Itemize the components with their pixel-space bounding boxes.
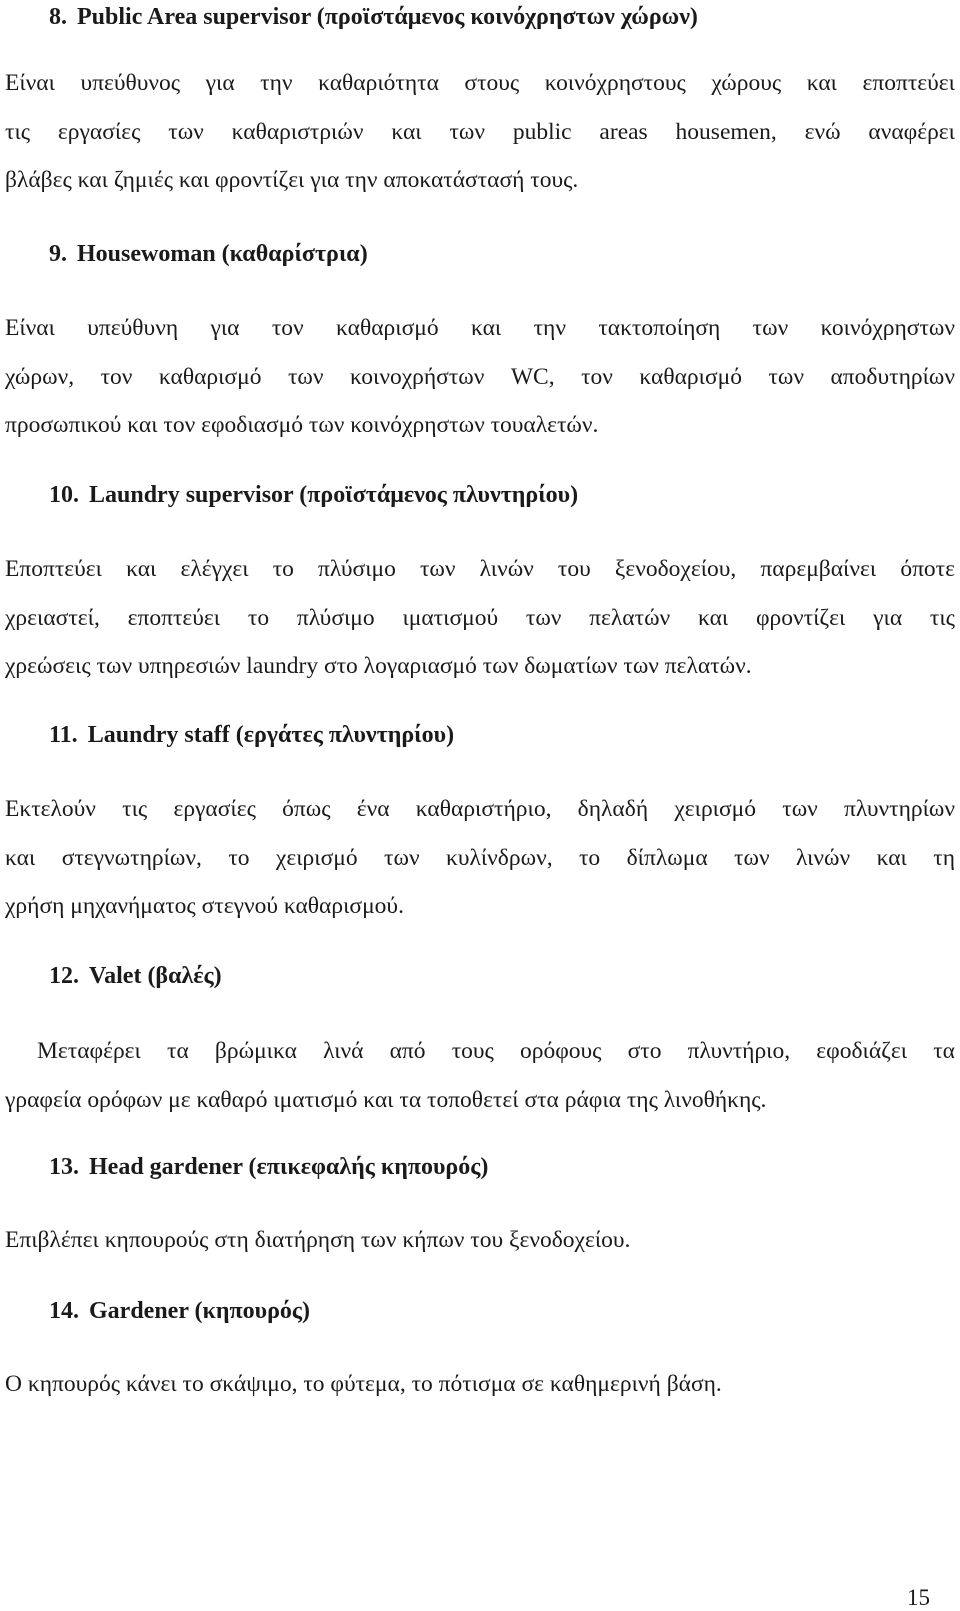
section-paragraph [5,59,955,205]
section-paragraph [5,1360,955,1409]
section-paragraph [5,785,955,931]
paragraph-line: Επιβλέπει κηπουρούς στη διατήρηση των κήπων του ξενοδοχείου. [5,1227,631,1253]
section-title: Head gardener (επικεφαλής κηπουρός) [89,1154,489,1180]
section-title: Laundry staff (εργάτες πλυντηρίου) [87,722,455,748]
section-heading [49,480,578,510]
section-heading [49,2,698,32]
paragraph-line: προσωπικού και τον εφοδιασμό των κοινόχρηστων τουαλετών. [5,412,599,438]
section-number: 14. [49,1298,79,1324]
paragraph-line: χρειαστεί, εποπτεύει το πλύσιμο ιματισμού των πελατών και φροντίζει για τις [5,604,955,631]
section-number: 9. [49,241,67,267]
section-title: Gardener (κηπουρός) [89,1298,311,1324]
paragraph-line: Εκτελούν τις εργασίες όπως ένα καθαριστήριο, δηλαδή χειρισμό των πλυντηρίων [5,796,955,822]
page-number: 15 [907,1585,930,1610]
paragraph-line: και στεγνωτηρίων, το χειρισμό των κυλίνδρων, το δίπλωμα των λινών και τη [5,844,955,871]
paragraph-line: χρήση μηχανήματος στεγνού καθαρισμού. [5,893,404,919]
paragraph-line: χρεώσεις των υπηρεσιών laundry στο λογαριασμό των δωματίων των πελατών. [5,653,752,679]
section-paragraph [5,304,955,450]
paragraph-line: Είναι υπεύθυνη για τον καθαρισμό και την τακτοποίηση των κοινόχρηστων [5,315,955,341]
section-number: 8. [49,4,67,30]
section-paragraph [5,1216,955,1265]
section-number: 12. [49,963,79,989]
section-heading [49,720,454,750]
section-number: 13. [49,1154,79,1180]
section-title: Valet (βαλές) [89,963,222,989]
paragraph-line: γραφεία ορόφων με καθαρό ιματισμό και τα τοποθετεί στα ράφια της λινοθήκης. [5,1086,767,1113]
section-title: Public Area supervisor (προϊστάμενος κοινόχρηστων χώρων) [77,4,698,30]
section-heading [49,1296,310,1326]
section-number: 10. [49,482,79,508]
paragraph-line: τις εργασίες των καθαριστριών και των public areas housemen, ενώ αναφέρει [5,118,955,145]
paragraph-line: Εποπτεύει και ελέγχει το πλύσιμο των λινών του ξενοδοχείου, παρεμβαίνει όποτε [5,556,955,582]
paragraph-line: Ο κηπουρός κάνει το σκάψιμο, το φύτεμα, το πότισμα σε καθημερινή βάση. [5,1371,722,1397]
section-heading [49,961,222,991]
paragraph-line: Είναι υπεύθυνος για την καθαριότητα στους κοινόχρηστους χώρους και εποπτεύει [5,70,955,96]
section-paragraph [5,1027,955,1124]
paragraph-line: Μεταφέρει τα βρώμικα λινά από τους ορόφους στο πλυντήριο, εφοδιάζει τα [37,1038,955,1064]
paragraph-line: βλάβες και ζημιές και φροντίζει για την αποκατάστασή τους. [5,167,579,193]
section-number: 11. [49,722,78,748]
section-paragraph [5,545,955,691]
paragraph-line: χώρων, τον καθαρισμό των κοινοχρήστων WC, τον καθαρισμό των αποδυτηρίων [5,363,955,390]
section-title: Laundry supervisor (προϊστάμενος πλυντηρίου) [89,482,579,508]
section-heading [49,1152,488,1182]
section-heading [49,239,368,269]
section-title: Housewoman (καθαρίστρια) [77,241,368,267]
